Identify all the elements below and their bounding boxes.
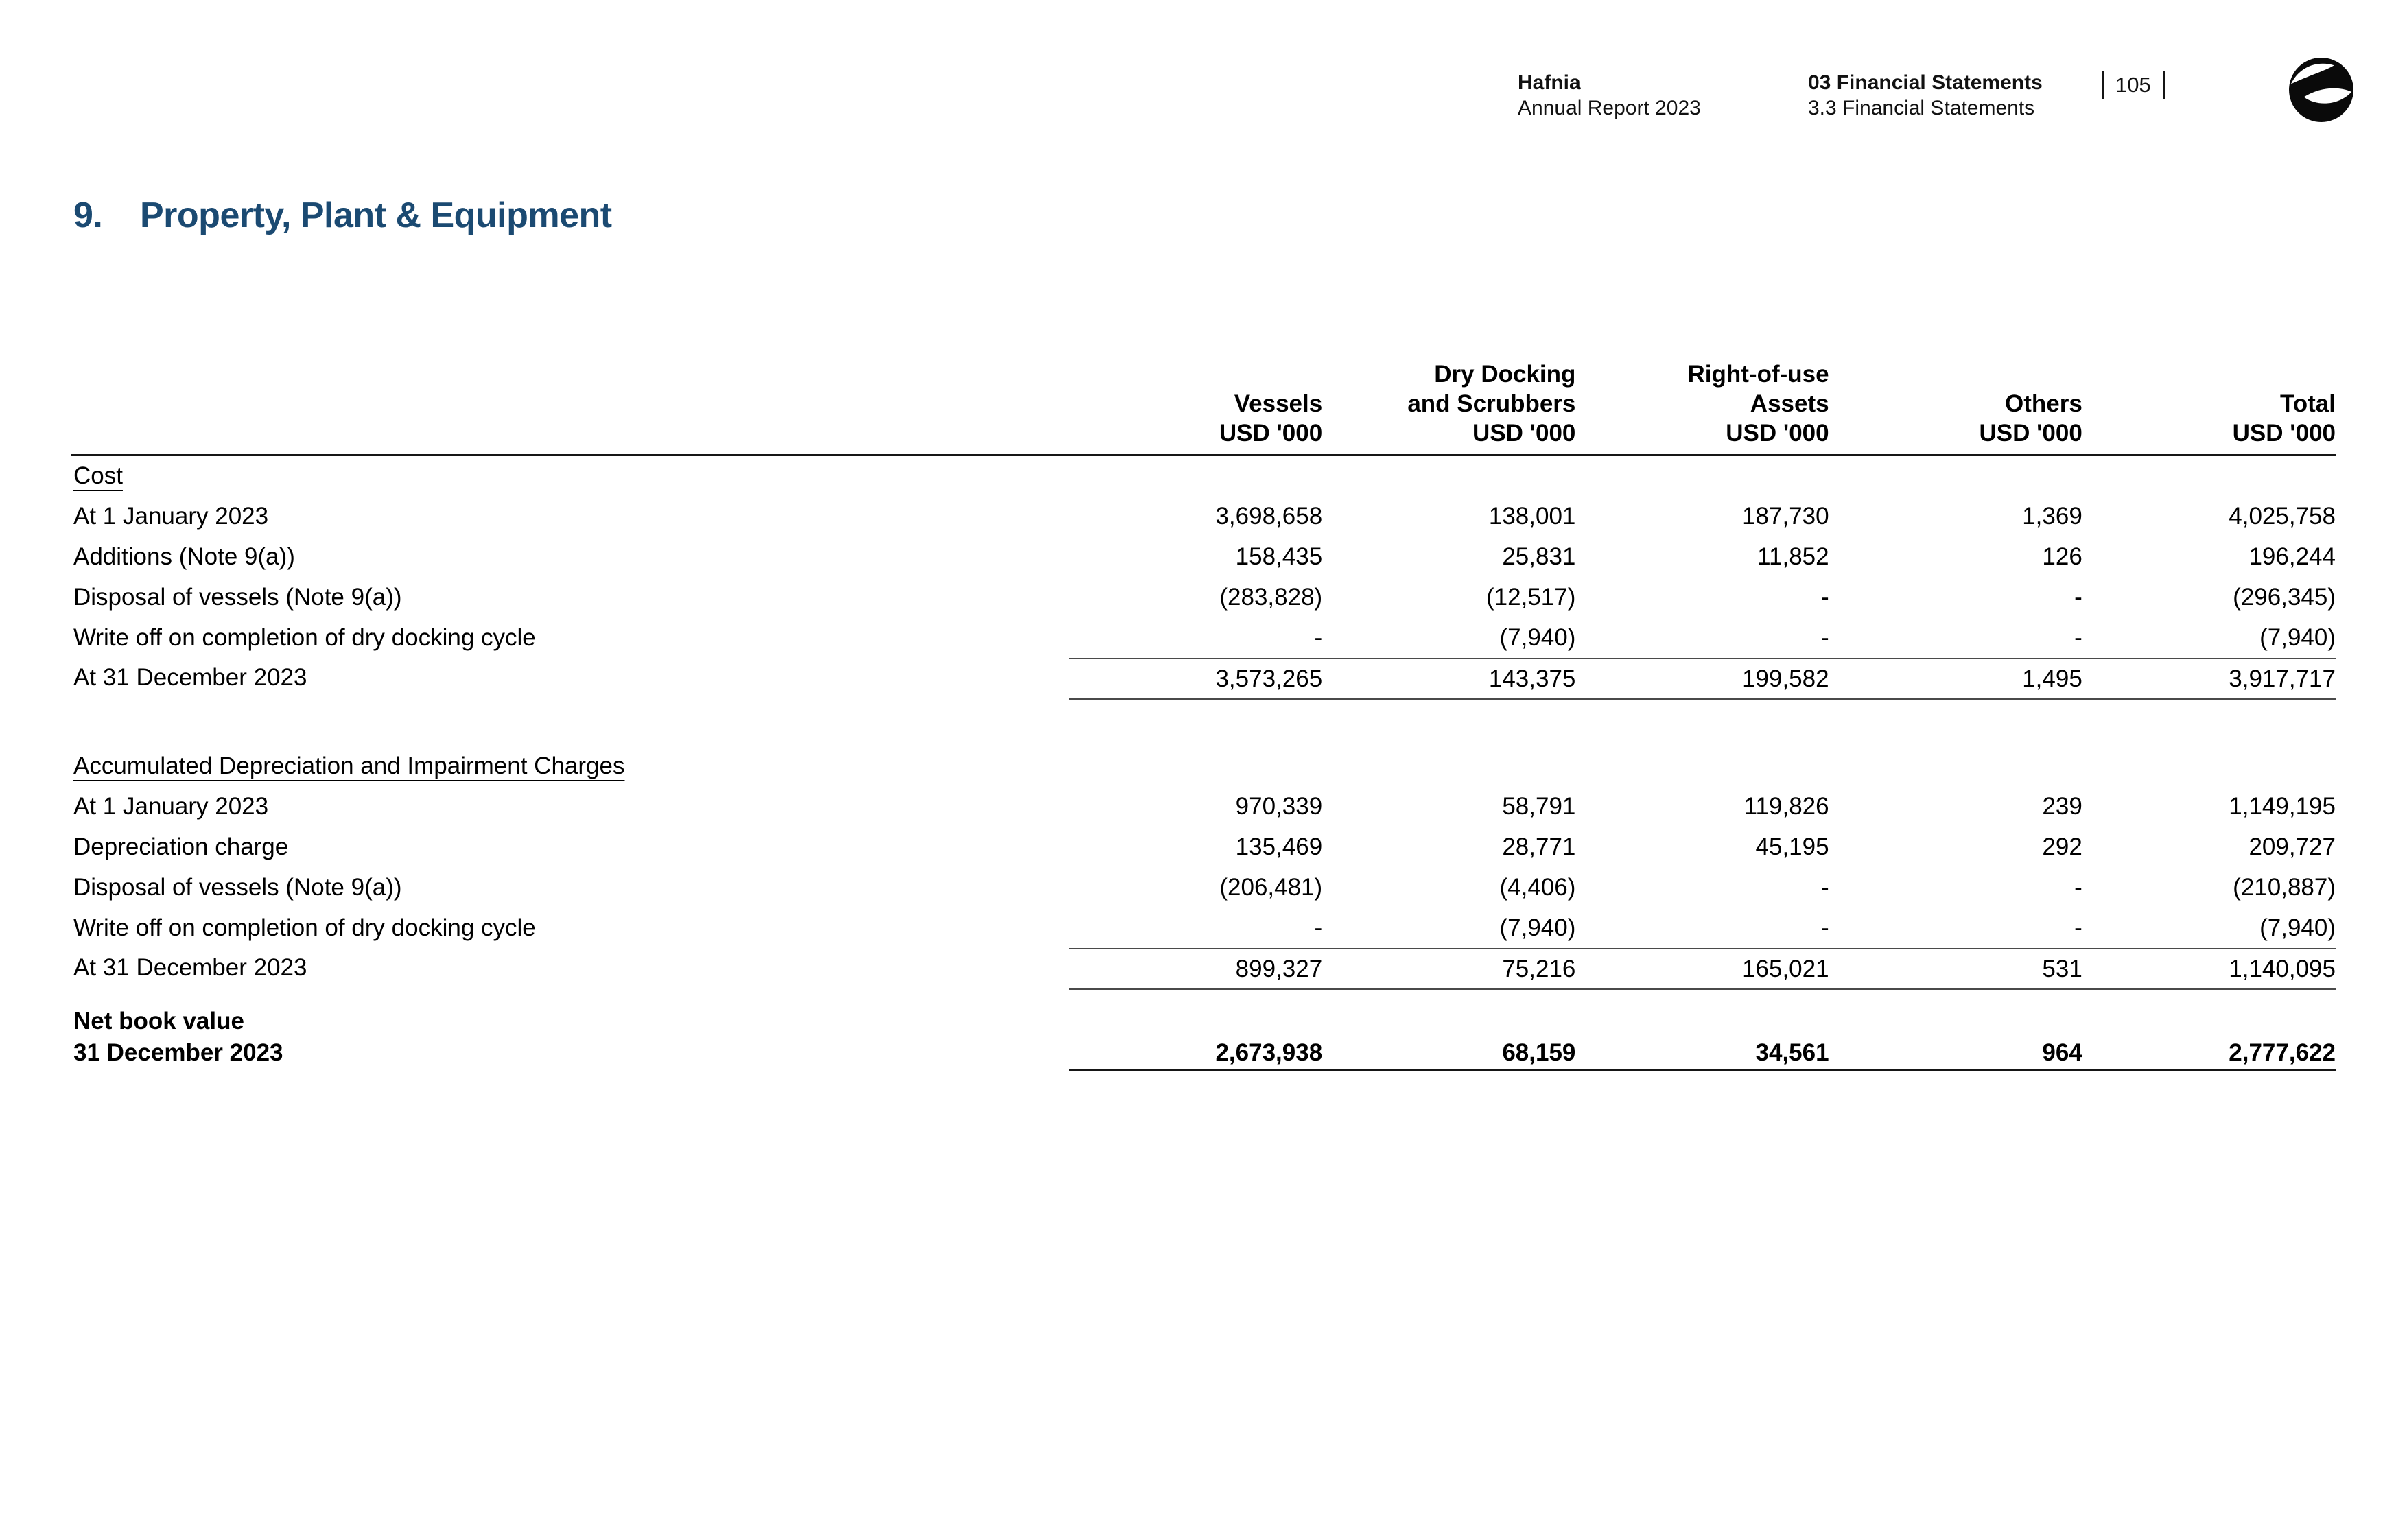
cell-value: 292 — [2042, 833, 2082, 860]
net-book-value-row — [71, 1006, 2336, 1071]
brand-subtitle: Annual Report 2023 — [1518, 97, 1701, 119]
cell-value: - — [1820, 624, 1829, 651]
cell-value: - — [2074, 914, 2082, 941]
net-book-value-label: Net book value 31 December 2023 — [73, 1008, 283, 1066]
hafnia-logo-icon — [2289, 58, 2353, 122]
cell-value: 119,826 — [1743, 793, 1829, 820]
header-section-block — [1808, 70, 2043, 121]
net-book-value-cell: 68,159 — [1322, 1006, 1575, 1071]
cell-value: 196,244 — [2249, 543, 2336, 570]
row-label: At 1 January 2023 — [73, 503, 269, 530]
table-row — [71, 786, 2336, 827]
cell-value: (7,940) — [2259, 624, 2336, 651]
cell-value: - — [1314, 624, 1323, 651]
cell-value: - — [2074, 624, 2082, 651]
row-label: Write off on completion of dry docking cycle — [73, 624, 536, 651]
cell-value: 135,469 — [1235, 833, 1323, 860]
net-book-value-cell: 2,777,622 — [2082, 1006, 2336, 1071]
cell-value: (4,406) — [1499, 874, 1576, 901]
brand-name: Hafnia — [1518, 71, 1581, 94]
table-row — [71, 617, 2336, 658]
section-spacer — [71, 700, 2336, 746]
cell-value: - — [1820, 914, 1829, 941]
table-header-row — [71, 357, 2336, 456]
cell-value: - — [1820, 874, 1829, 901]
column-header-0: Vessels USD '000 — [1219, 390, 1323, 447]
net-book-value-spacer — [71, 990, 2336, 1006]
column-header-2: Right-of-use Assets USD '000 — [1687, 361, 1829, 447]
note-number: 9. — [73, 196, 103, 235]
cell-value: 158,435 — [1235, 543, 1323, 570]
cell-value: 75,216 — [1322, 948, 1575, 990]
cell-value: 187,730 — [1742, 503, 1829, 530]
section-heading: Accumulated Depreciation and Impairment Charges — [73, 753, 625, 779]
cell-value: 45,195 — [1755, 833, 1829, 860]
cell-value: (7,940) — [1499, 914, 1576, 941]
page-number-value: 105 — [2115, 73, 2151, 97]
row-label: Depreciation charge — [73, 833, 289, 860]
table-row — [71, 908, 2336, 948]
cell-value: 58,791 — [1502, 793, 1576, 820]
cell-value: 25,831 — [1502, 543, 1576, 570]
cell-value: (296,345) — [2233, 584, 2336, 611]
subtotal-row — [71, 948, 2336, 990]
cell-value: 165,021 — [1575, 948, 1829, 990]
cell-value: 1,140,095 — [2082, 948, 2336, 990]
table-row — [71, 536, 2336, 577]
cell-value: 11,852 — [1757, 543, 1829, 570]
cell-value: 3,573,265 — [1069, 658, 1322, 700]
section-heading: Cost — [73, 462, 123, 489]
cell-value: (206,481) — [1219, 874, 1323, 901]
row-label: Disposal of vessels (Note 9(a)) — [73, 584, 402, 611]
cell-value: (7,940) — [1499, 624, 1576, 651]
net-book-value-cell: 2,673,938 — [1069, 1006, 1322, 1071]
header-brand-block — [1518, 70, 1701, 121]
cell-value: 143,375 — [1322, 658, 1575, 700]
section-subtitle: 3.3 Financial Statements — [1808, 97, 2035, 119]
cell-value: 970,339 — [1235, 793, 1323, 820]
column-header-4: Total USD '000 — [2232, 390, 2336, 447]
cell-value: 3,917,717 — [2082, 658, 2336, 700]
net-book-value-cell: 964 — [1829, 1006, 2082, 1071]
cell-value: (283,828) — [1219, 584, 1323, 611]
table-header-empty-cell — [71, 448, 1069, 454]
cell-value: - — [1314, 914, 1323, 941]
cell-value: 1,369 — [2022, 503, 2082, 530]
cell-value: 239 — [2042, 793, 2082, 820]
cell-value: (210,887) — [2233, 874, 2336, 901]
cell-value: 209,727 — [2249, 833, 2336, 860]
cell-value: 1,149,195 — [2229, 793, 2336, 820]
row-label: At 1 January 2023 — [73, 793, 269, 820]
column-header-1: Dry Docking and Scrubbers USD '000 — [1407, 361, 1576, 447]
page-number-left-bar — [2102, 71, 2104, 99]
cell-value: 1,495 — [1829, 658, 2082, 700]
subtotal-row — [71, 658, 2336, 700]
net-book-value-cell: 34,561 — [1575, 1006, 1829, 1071]
row-label: At 31 December 2023 — [73, 954, 307, 981]
cell-value: 4,025,758 — [2229, 503, 2336, 530]
column-header-3: Others USD '000 — [1979, 390, 2082, 447]
page-number — [2102, 70, 2165, 100]
cell-value: 3,698,658 — [1215, 503, 1323, 530]
table-row — [71, 827, 2336, 867]
row-label: At 31 December 2023 — [73, 664, 307, 691]
cell-value: - — [2074, 584, 2082, 611]
note-title-text: Property, Plant & Equipment — [140, 196, 612, 235]
cell-value: - — [2074, 874, 2082, 901]
table-row — [71, 496, 2336, 536]
cell-value: 199,582 — [1575, 658, 1829, 700]
cell-value: 138,001 — [1488, 503, 1576, 530]
row-label: Write off on completion of dry docking cycle — [73, 914, 536, 941]
row-label: Disposal of vessels (Note 9(a)) — [73, 874, 402, 901]
cell-value: (7,940) — [2259, 914, 2336, 941]
cell-value: 126 — [2042, 543, 2082, 570]
row-label: Additions (Note 9(a)) — [73, 543, 295, 570]
table-row — [71, 867, 2336, 908]
table-body — [71, 456, 2336, 1071]
cell-value: 899,327 — [1069, 948, 1322, 990]
cell-value: (12,517) — [1486, 584, 1576, 611]
section-title: 03 Financial Statements — [1808, 71, 2043, 94]
cell-value: 28,771 — [1502, 833, 1576, 860]
cell-value: - — [1820, 584, 1829, 611]
table-row — [71, 577, 2336, 617]
page-number-right-bar — [2163, 71, 2165, 99]
ppe-table — [71, 357, 2336, 1071]
note-title — [73, 195, 612, 236]
cell-value: 531 — [1829, 948, 2082, 990]
